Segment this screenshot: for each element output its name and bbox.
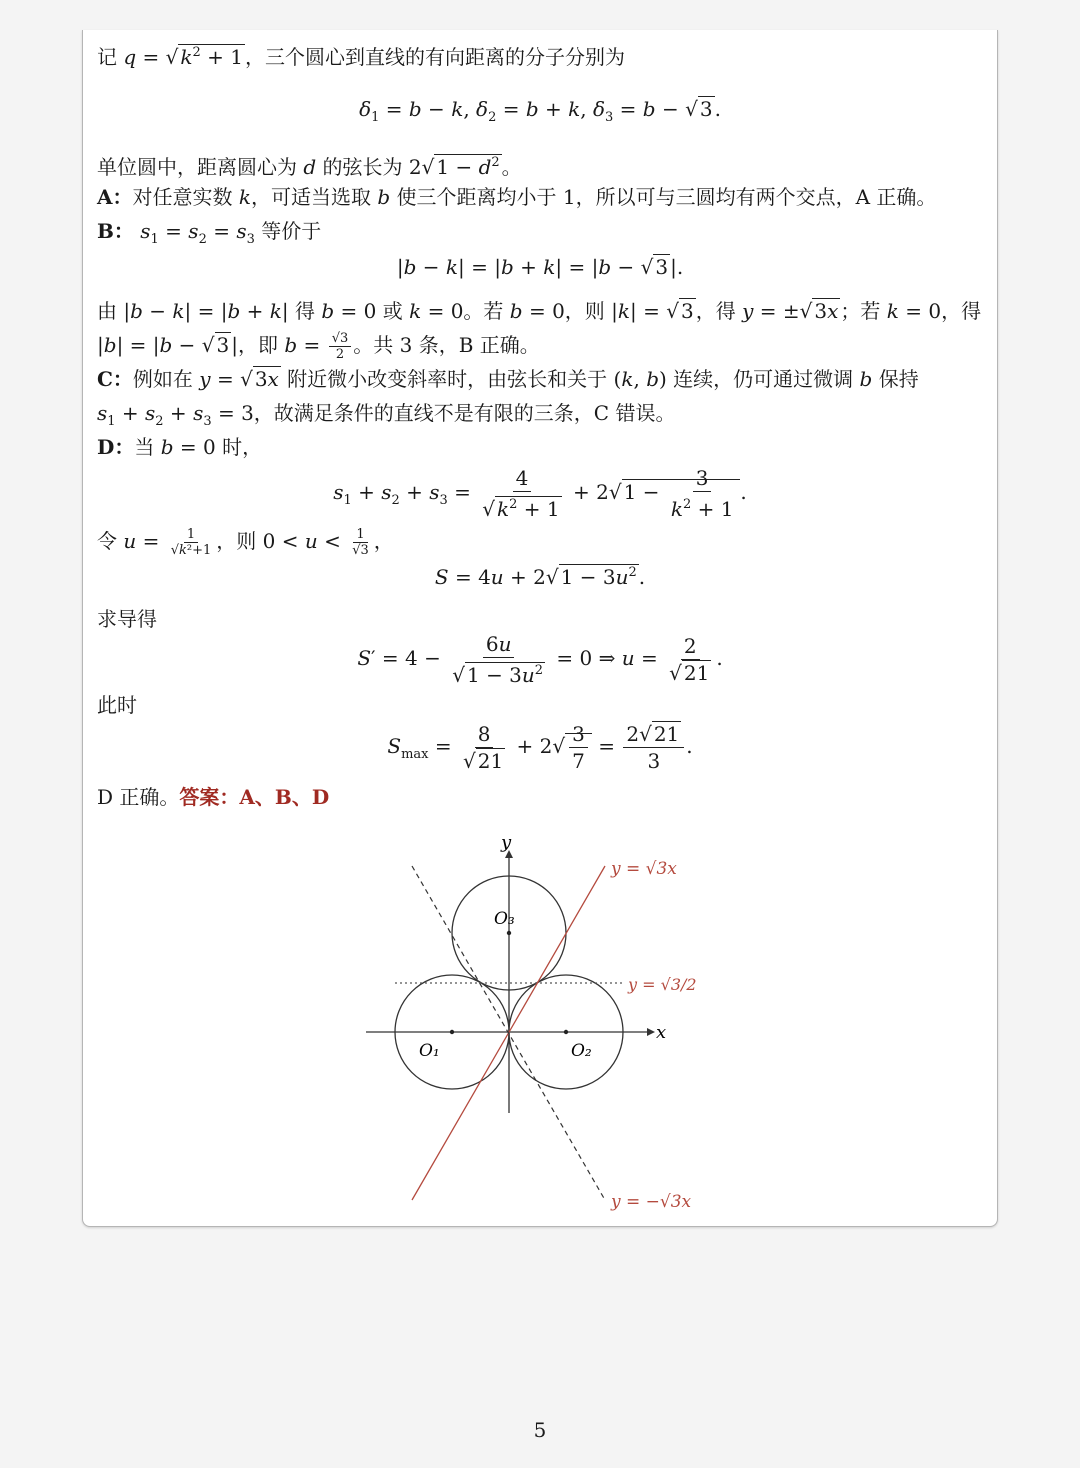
x-axis-arrow — [647, 1028, 655, 1036]
center-o3-dot — [507, 931, 511, 935]
text-line-then: 此时 — [97, 693, 137, 717]
equation-deltas: $\delta_1 = b - k$, $\delta_2 = b + k$, $\delta_3 = b$ − √ 3 . — [359, 97, 721, 125]
text-line-b-1: 由 |b − k| = |b + k| 得 b = 0 或 k = 0。若 b = 0，则 |k| = √ 3 ，得 y = ±√ 3x ；若 k = 0，得 — [97, 299, 982, 323]
text-line-c-2: $s_1 + s_2 + s_3 = 3$，故满足条件的直线不是有限的三条，C 错误。 — [97, 401, 676, 429]
answer-text: 答案：A、B、D — [179, 785, 330, 809]
label-o2: O₂ — [571, 1041, 592, 1061]
text-line-derive: 求导得 — [97, 607, 157, 631]
equation-smax: $S_{max}$ = $\frac{8}{√ 21}$ + 2√ $\frac{3}{7}$ = $\frac{2√ 21}{3}$ . — [387, 722, 693, 773]
label-line-horizontal: y = √3/2 — [628, 975, 697, 994]
option-c-label: C： — [97, 367, 133, 391]
option-c: C：例如在 y = √ 3x 附近微小改变斜率时，由弦长和关于 (k, b) 连续，仍可通过微调 b 保持 — [97, 367, 919, 391]
option-d-label: D： — [97, 435, 135, 459]
option-d: D：当 b = 0 时， — [97, 435, 263, 459]
equation-s: S = 4u + 2√ $1 - 3u^2$ . — [434, 565, 646, 589]
label-line-positive: y = √3x — [611, 859, 677, 879]
equation-abs: |b − k| = |b + k| = |b − √ 3 |. — [396, 255, 684, 279]
text-line-chord: 单位圆中，距离圆心为 d 的弦长为 2√ $1 - d^2$ 。 — [97, 155, 522, 179]
circles-figure — [83, 828, 997, 1228]
option-b-label: B： — [97, 219, 134, 243]
page-number: 5 — [533, 1418, 547, 1442]
equation-sum: $s_1 + s_2 + s_3$ = $\frac{4}{√ k^2 + 1}$ + 2√ 1 − $\frac{3}{k^2 + 1}$ . — [333, 466, 747, 521]
center-o1-dot — [450, 1030, 454, 1034]
label-o3: O₃ — [494, 909, 515, 929]
option-a: A：对任意实数 k，可适当选取 b 使三个距离均小于 1，所以可与三圆均有两个交点，A 正确。 — [97, 185, 937, 209]
conclusion-line — [97, 782, 987, 812]
option-b: B： $s_1 = s_2 = s_3$ 等价于 — [97, 219, 322, 247]
y-axis-label: y — [501, 832, 512, 853]
center-o2-dot — [564, 1030, 568, 1034]
option-a-label: A： — [97, 185, 133, 209]
text-line-1: 记 q = √ $k^2 + 1$ ，三个圆心到直线的有向距离的分子分别为 — [97, 45, 625, 69]
text-line-b-2: |b| = |b − √ 3 |，即 b = $\frac{√3}{2}$ 。共 3 条，B 正确。 — [97, 331, 540, 362]
label-o1: O₁ — [419, 1041, 440, 1061]
equation-derivative: S′ = 4 − $\frac{6u}{√ 1 - 3u^2}$ = 0 ⇒ u = $\frac{2}{√ 21}$ . — [357, 632, 723, 687]
x-axis-label: x — [656, 1022, 667, 1043]
label-line-negative: y = −√3x — [611, 1192, 692, 1212]
text-line-u: 令 u = $\frac{1}{\text{√k²+1}}$ ，则 0 < u < $\frac{1}{√3}$ ， — [97, 527, 394, 558]
conclusion-prefix: D 正确。 — [97, 785, 180, 809]
solution-card — [82, 30, 998, 1227]
